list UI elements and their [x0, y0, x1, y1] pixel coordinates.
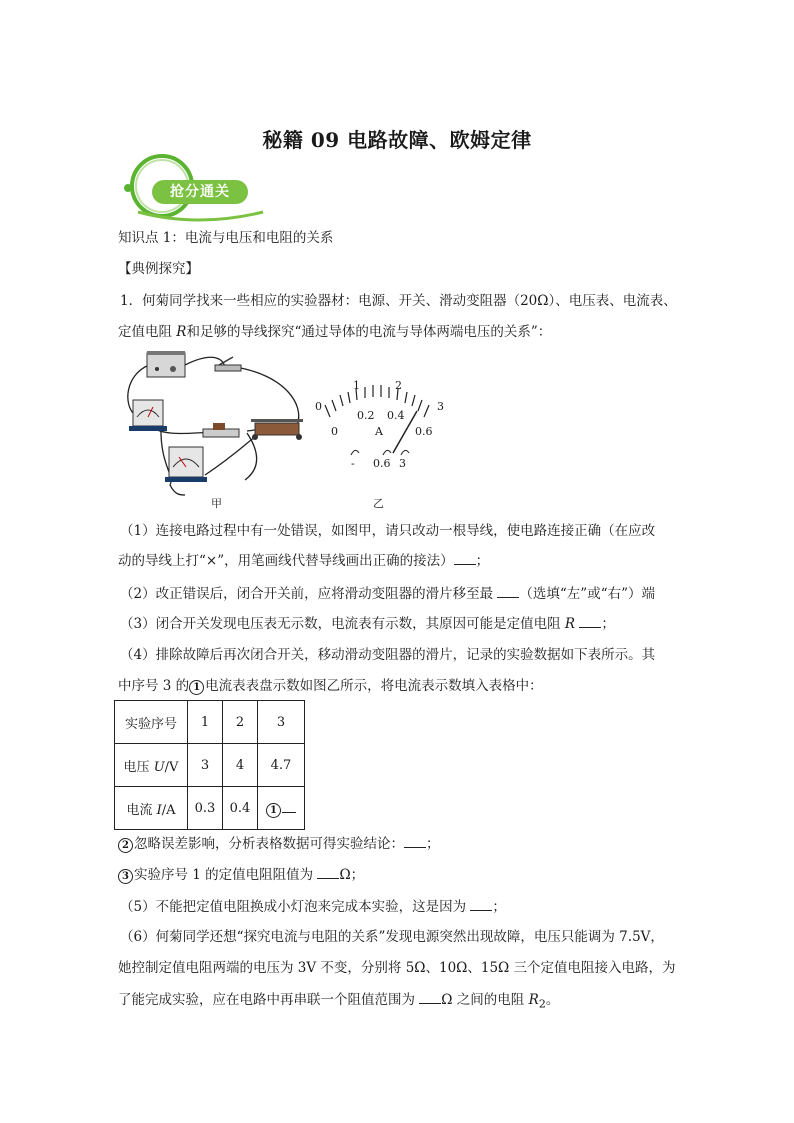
answer-blank-4[interactable]	[404, 833, 426, 848]
answer-blank-2[interactable]	[497, 583, 519, 598]
subq3-text: 实验序号 1 的定值电阻阻值为	[134, 867, 318, 883]
part4-line2	[118, 676, 543, 696]
part6-line3	[118, 989, 559, 1015]
scale-inner-3: 0.6	[415, 425, 433, 438]
part6-line2: 她控制定值电阻两端的电压为 3V 不变，分别将 5Ω、10Ω、15Ω 三个定值电阻接入电路，为	[118, 960, 676, 976]
terminal-06: 0.6	[373, 457, 391, 470]
caption-jia: 甲	[211, 497, 222, 510]
circled-1-icon: 1	[266, 803, 281, 818]
scale-inner-0: 0	[331, 425, 338, 438]
part3-end: ；	[601, 616, 615, 632]
ammeter-icon	[129, 400, 167, 431]
subq2-text: 忽略误差影响，分析表格数据可得实验结论：	[134, 836, 404, 852]
part1-end: ；	[475, 553, 490, 569]
scale-outer-2: 2	[395, 379, 402, 392]
part2-end: （选填“左”或“右”）端	[519, 586, 655, 602]
ammeter-dial	[325, 385, 429, 455]
part6-line1: （6）何菊同学还想“探究电流与电阻的关系”发现电源突然出现故障，电压只能调为 7.5V，	[120, 929, 664, 945]
table-cell: 3	[258, 701, 305, 744]
part2	[120, 583, 655, 604]
part6-text-b: Ω 之间的电阻	[441, 992, 529, 1008]
table-row	[115, 787, 305, 830]
stem-text-1: 何菊同学找来一些相应的实验器材：电源、开关、滑动变阻器（20Ω）、电压表、电流表、	[142, 293, 677, 309]
table-cell: 4	[223, 744, 258, 787]
part6-sub: 2	[538, 997, 546, 1011]
part4-line1: （4）排除故障后再次闭合开关，移动滑动变阻器的滑片，记录的实验数据如下表所示。其	[120, 647, 656, 663]
terminal-3: 3	[399, 457, 406, 470]
table-cell: 2	[223, 701, 258, 744]
terminal-minus: -	[351, 457, 355, 470]
table-cell: 3	[188, 744, 223, 787]
table-cell: 4.7	[258, 744, 305, 787]
part6-text-a: 了能完成实验，应在电路中再串联一个阻值范围为	[118, 992, 420, 1008]
answer-blank-6[interactable]	[470, 896, 492, 911]
table-cell: 0.4	[223, 787, 258, 830]
question-stem-2	[118, 322, 551, 342]
part1-text: 动的导线上打“×”，用笔画线代替导线画出正确的接法）	[118, 553, 454, 569]
circled-3-icon: 3	[118, 869, 133, 884]
part4-text-b: 电流表表盘示数如图乙所示，将电流表示数填入表格中：	[205, 678, 543, 694]
row-header-voltage: 电压 U/V	[115, 744, 188, 787]
part6-var: R	[528, 992, 539, 1008]
table-row	[115, 701, 305, 744]
answer-blank-7[interactable]	[419, 989, 441, 1004]
scale-inner-1: 0.2	[357, 409, 375, 422]
answer-blank-3[interactable]	[579, 613, 601, 628]
stem-text-2b: 和足够的导线探究“通过导体的电流与导体两端电压的关系”：	[186, 324, 552, 340]
knowledge-point: 知识点 1：电流与电压和电阻的关系	[118, 230, 334, 246]
table-cell: 1	[188, 701, 223, 744]
row-header-current: 电流 I/A	[115, 787, 188, 830]
subq2-end: ；	[426, 836, 440, 852]
answer-blank-1[interactable]	[454, 550, 476, 565]
scale-outer-0: 0	[315, 400, 322, 413]
answer-cell[interactable]	[258, 787, 305, 830]
part3	[120, 613, 615, 634]
table-cell: 0.3	[188, 787, 223, 830]
question-number: 1．	[120, 293, 143, 309]
banner-label: 抢分通关	[152, 180, 248, 204]
subq3-end: Ω；	[339, 867, 365, 883]
resistor-icon	[203, 423, 239, 437]
scale-inner-2: 0.4	[387, 409, 405, 422]
answer-blank-5[interactable]	[317, 864, 339, 879]
row-header-index: 实验序号	[115, 701, 188, 744]
part3-text: （3）闭合开关发现电压表无示数，电流表有示数，其原因可能是定值电阻	[120, 616, 565, 632]
answer-blank-table[interactable]	[282, 798, 296, 813]
table-row	[115, 744, 305, 787]
part2-text: （2）改正错误后，闭合开关前，应将滑动变阻器的滑片移至最	[120, 586, 498, 602]
var-r: R	[176, 324, 187, 340]
part5-text: （5）不能把定值电阻换成小灯泡来完成本实验，这是因为	[120, 899, 471, 915]
rheostat-icon	[251, 419, 303, 440]
subq3	[118, 864, 364, 885]
part1-line1: （1）连接电路过程中有一处错误，如图甲，请只改动一根导线，使电路连接正确（在应改	[120, 523, 656, 539]
circuit-figure	[115, 345, 455, 515]
subq2	[118, 833, 440, 854]
meter-unit: A	[375, 425, 383, 438]
question-stem-1	[120, 291, 677, 311]
part3-var: R	[564, 616, 576, 632]
power-supply-icon	[147, 351, 185, 377]
scale-outer-1: 1	[353, 379, 360, 392]
part5-end: ；	[492, 899, 506, 915]
voltmeter-icon	[165, 447, 207, 482]
data-table	[114, 700, 305, 830]
page-title: 秘籍 09 电路故障、欧姆定律	[262, 128, 532, 152]
part1-line2	[118, 550, 489, 571]
circled-1-icon: 1	[189, 680, 204, 695]
part5	[120, 896, 506, 917]
circled-2-icon: 2	[118, 838, 133, 853]
stem-text-2a: 定值电阻	[118, 324, 177, 340]
scale-outer-3: 3	[437, 400, 444, 413]
part6-end: 。	[545, 992, 560, 1008]
caption-yi: 乙	[373, 497, 384, 510]
circuit-diagram	[115, 345, 455, 515]
section-heading: 【典例探究】	[118, 261, 199, 277]
part4-text-a: 中序号 3 的	[118, 678, 190, 694]
